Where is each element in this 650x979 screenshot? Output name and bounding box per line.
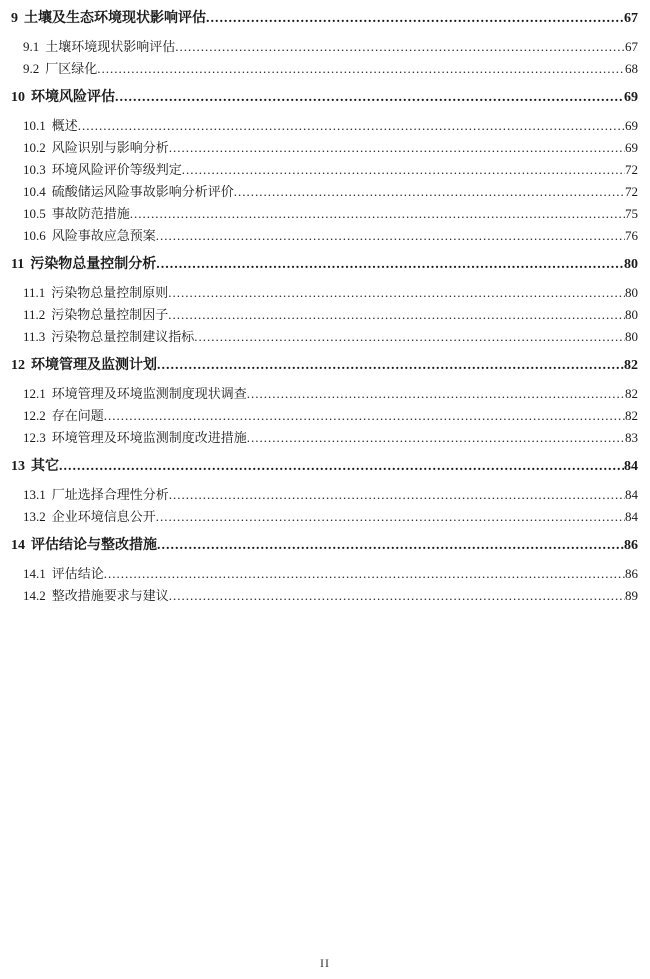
- toc-entry-page: 80: [625, 329, 638, 344]
- toc-entry-page: 86: [625, 566, 638, 581]
- toc-entry: [11, 225, 638, 247]
- toc-dot-leader: [157, 535, 624, 557]
- toc-entry-page: 84: [625, 487, 638, 502]
- toc-entry-title: 环境管理及环境监测制度改进措施: [51, 430, 247, 445]
- toc-entry: [11, 427, 638, 449]
- toc-entry: [11, 159, 638, 181]
- toc-entry-title: 企业环境信息公开: [51, 509, 156, 524]
- toc-entry-title: 厂址选择合理性分析: [51, 487, 169, 502]
- toc-dot-leader: [182, 159, 625, 181]
- toc-entry-title: 概述: [51, 118, 78, 133]
- toc-entry-title: 存在问题: [51, 408, 104, 423]
- toc-entry-number: 12.3: [23, 430, 46, 445]
- toc-entry-page: 75: [625, 206, 638, 221]
- toc-dot-leader: [247, 427, 625, 449]
- toc-entry-number: 10.2: [23, 140, 46, 155]
- toc-entry-page: 84: [625, 509, 638, 524]
- toc-dot-leader: [115, 87, 624, 109]
- toc-entry-title: 污染物总量控制因子: [51, 307, 169, 322]
- toc-entry-number: 11: [11, 257, 25, 272]
- toc-entry: [11, 87, 638, 109]
- toc-entry-page: 80: [625, 307, 638, 322]
- toc-entry-page: 69: [624, 90, 638, 105]
- toc-dot-leader: [59, 456, 624, 478]
- toc-entry-page: 67: [625, 39, 638, 54]
- toc-entry-title: 厂区绿化: [45, 61, 98, 76]
- toc-dot-leader: [169, 585, 625, 607]
- page-number-footer: II: [320, 956, 330, 970]
- toc-entry-page: 82: [625, 408, 638, 423]
- toc-entry-title: 整改措施要求与建议: [51, 588, 169, 603]
- toc-dot-leader: [234, 181, 625, 203]
- toc-dot-leader: [169, 137, 625, 159]
- toc-entry-page: 69: [625, 140, 638, 155]
- toc-entry: [11, 585, 638, 607]
- toc-entry-title: 评估结论: [51, 566, 104, 581]
- toc-entry-title: 风险事故应急预案: [51, 228, 156, 243]
- toc-entry: [11, 326, 638, 348]
- toc-entry-page: 82: [625, 386, 638, 401]
- toc-entry-title: 污染物总量控制建议指标: [51, 329, 195, 344]
- toc-entry-number: 13: [11, 459, 25, 474]
- toc-entry: [11, 115, 638, 137]
- toc-dot-leader: [156, 225, 625, 247]
- toc-entry-number: 10: [11, 90, 25, 105]
- toc-entry-title: 环境管理及环境监测制度现状调查: [51, 386, 247, 401]
- toc-entry-page: 80: [625, 285, 638, 300]
- toc-entry: [11, 506, 638, 528]
- toc-entry-title: 评估结论与整改措施: [31, 538, 157, 553]
- toc-entry: [11, 58, 638, 80]
- toc-entry-number: 11.2: [23, 307, 46, 322]
- toc-entry: [11, 456, 638, 478]
- toc-dot-leader: [156, 254, 624, 276]
- toc-entry-page: 86: [624, 538, 638, 553]
- toc-entry: [11, 304, 638, 326]
- toc-dot-leader: [168, 282, 625, 304]
- toc-dot-leader: [206, 8, 624, 30]
- toc-entry-number: 11.3: [23, 329, 46, 344]
- toc-entry: [11, 36, 638, 58]
- toc-entry-page: 68: [625, 61, 638, 76]
- toc-entry-number: 14.1: [23, 566, 46, 581]
- toc-entry-page: 69: [625, 118, 638, 133]
- toc-entry: [11, 282, 638, 304]
- toc-dot-leader: [175, 36, 625, 58]
- toc-dot-leader: [97, 58, 625, 80]
- toc-entry-number: 9.2: [23, 61, 40, 76]
- toc-entry-page: 72: [625, 184, 638, 199]
- toc-entry: [11, 181, 638, 203]
- toc-entry: [11, 484, 638, 506]
- toc-entry-title: 环境风险评估: [31, 90, 115, 105]
- toc-entry-number: 9.1: [23, 39, 40, 54]
- toc-entry-title: 土壤环境现状影响评估: [45, 39, 176, 54]
- toc-entry-number: 10.5: [23, 206, 46, 221]
- toc-entry-title: 其它: [31, 459, 59, 474]
- toc-dot-leader: [104, 405, 625, 427]
- toc-entry-page: 82: [624, 358, 638, 373]
- toc-dot-leader: [168, 304, 625, 326]
- toc-entry: [11, 563, 638, 585]
- toc-entry-title: 污染物总量控制分析: [30, 257, 157, 272]
- toc-entry: [11, 137, 638, 159]
- toc-entry: [11, 203, 638, 225]
- toc-entry-number: 13.2: [23, 509, 46, 524]
- toc-entry-number: 10.6: [23, 228, 46, 243]
- toc-entry-title: 环境管理及监测计划: [31, 358, 157, 373]
- toc-entry: [11, 405, 638, 427]
- toc-entry-number: 14: [11, 538, 25, 553]
- toc-entry: [11, 355, 638, 377]
- toc-entry-page: 89: [625, 588, 638, 603]
- toc-entry-page: 83: [625, 430, 638, 445]
- toc-entry-page: 76: [625, 228, 638, 243]
- toc-entry-title: 土壤及生态环境现状影响评估: [24, 11, 206, 26]
- toc-dot-leader: [157, 355, 624, 377]
- toc-entry-number: 12: [11, 358, 25, 373]
- toc-entry-title: 事故防范措施: [51, 206, 130, 221]
- toc-dot-leader: [194, 326, 625, 348]
- toc-dot-leader: [104, 563, 625, 585]
- toc-entry-title: 风险识别与影响分析: [51, 140, 169, 155]
- toc-entry-title: 环境风险评价等级判定: [51, 162, 182, 177]
- toc-entry-title: 硫酸储运风险事故影响分析评价: [51, 184, 234, 199]
- toc-entry: [11, 254, 638, 276]
- toc-entry-number: 11.1: [23, 285, 46, 300]
- toc-entry-number: 10.3: [23, 162, 46, 177]
- toc-entry: [11, 8, 638, 30]
- toc-entry-title: 污染物总量控制原则: [51, 285, 169, 300]
- toc-dot-leader: [130, 203, 625, 225]
- toc-entry-number: 10.1: [23, 118, 46, 133]
- toc-entry-number: 14.2: [23, 588, 46, 603]
- toc-dot-leader: [156, 506, 625, 528]
- toc-dot-leader: [78, 115, 625, 137]
- toc-entry-page: 80: [624, 257, 638, 272]
- toc-dot-leader: [247, 383, 625, 405]
- toc-entry-page: 72: [625, 162, 638, 177]
- toc-entry-number: 10.4: [23, 184, 46, 199]
- toc-entry: [11, 535, 638, 557]
- toc-dot-leader: [169, 484, 625, 506]
- toc-entry-page: 84: [624, 459, 638, 474]
- toc-entry-page: 67: [624, 11, 638, 26]
- toc-entry-number: 12.2: [23, 408, 46, 423]
- toc-entry-number: 13.1: [23, 487, 46, 502]
- toc-entry-number: 9: [11, 11, 18, 26]
- toc-entry: [11, 383, 638, 405]
- toc-entry-number: 12.1: [23, 386, 46, 401]
